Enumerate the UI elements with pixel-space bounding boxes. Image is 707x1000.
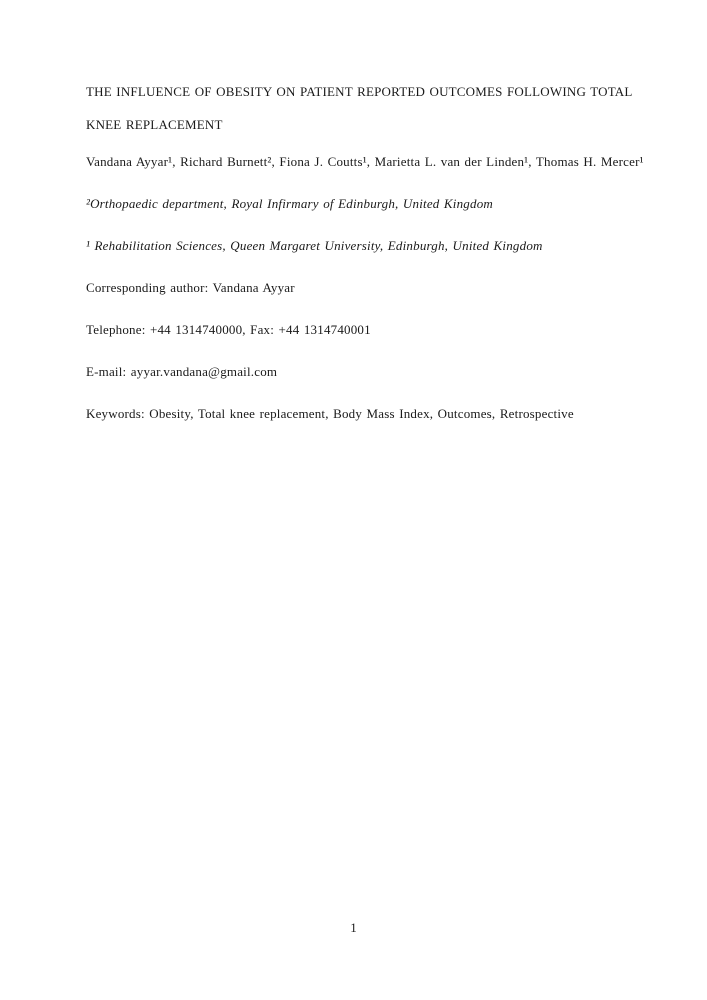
affiliation-orthopaedic-department: ²Orthopaedic department, Royal Infirmary of Edinburgh, United Kingdom: [86, 196, 493, 211]
paper-title: [86, 75, 633, 141]
page-number: 1: [350, 920, 357, 935]
author-line: Vandana Ayyar¹, Richard Burnett², Fiona J. Coutts¹, Marietta L. van der Linden¹, Thomas H. Mercer¹: [86, 154, 644, 169]
keywords-line: Keywords: Obesity, Total knee replacement, Body Mass Index, Outcomes, Retrospective: [86, 406, 574, 421]
corresponding-author-line: Corresponding author: Vandana Ayyar: [86, 280, 295, 295]
paper-title-line-2: KNEE REPLACEMENT: [86, 117, 223, 132]
paper-title-line-1: THE INFLUENCE OF OBESITY ON PATIENT REPORTED OUTCOMES FOLLOWING TOTAL: [86, 84, 633, 99]
telephone-fax-line: Telephone: +44 1314740000, Fax: +44 1314740001: [86, 322, 371, 337]
affiliation-rehabilitation-sciences: ¹ Rehabilitation Sciences, Queen Margaret University, Edinburgh, United Kingdom: [86, 238, 543, 253]
page-content: [86, 75, 644, 439]
email-line: E-mail: ayyar.vandana@gmail.com: [86, 364, 278, 379]
